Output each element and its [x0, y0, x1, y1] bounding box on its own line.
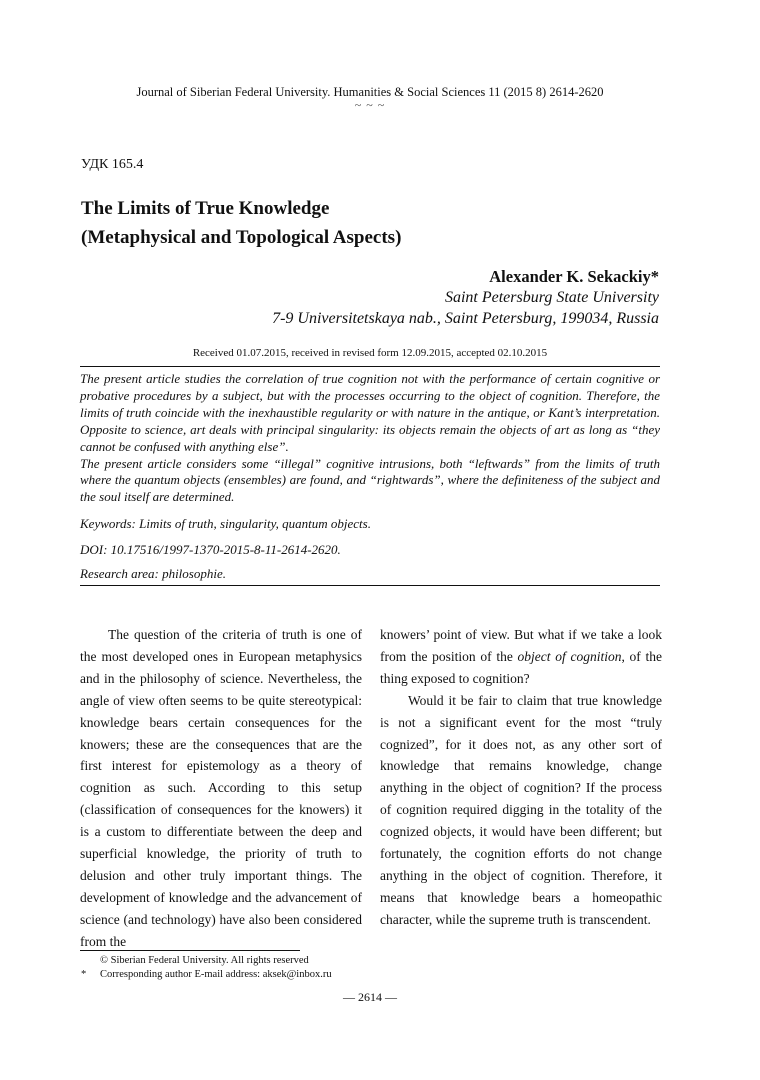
corresponding-author-note: Corresponding author E-mail address: aksek@inbox.ru — [100, 969, 332, 980]
header-ornament: ~ ~ ~ — [354, 98, 386, 112]
body-column-right — [380, 624, 662, 931]
body-paragraph — [380, 624, 662, 690]
author-block — [272, 266, 659, 329]
emphasized-term: object of cognition — [517, 648, 622, 664]
author-name: Alexander K. Sekackiy* — [489, 267, 659, 286]
page-number: — 2614 — — [343, 990, 397, 1004]
article-title — [81, 194, 401, 252]
keywords: Keywords: Limits of truth, singularity, quantum objects. — [80, 516, 371, 531]
abstract-bottom-rule — [80, 585, 660, 586]
research-area: Research area: philosophie. — [80, 566, 226, 581]
author-address: 7-9 Universitetskaya nab., Saint Petersburg, 199034, Russia — [272, 310, 659, 327]
doi: DOI: 10.17516/1997-1370-2015-8-11-2614-2620. — [80, 542, 341, 557]
body-paragraph: The question of the criteria of truth is one of the most developed ones in European metaphysics and in the philosophy of science. Nevertheless, the angle of view often seems to be quite stereotypical: knowledge bears certain consequences for the knowers; these are the consequences that are the first interest for epistemology as a theory of cognition as such. According to this setup (classification of consequences for the knowers) it is a custom to differentiate between the deep and superficial knowledge, the priority of truth to delusion and other truly important things. The development of knowledge and the advancement of science (and technology) have also been considered from the — [80, 627, 362, 949]
abstract-paragraph-1: The present article studies the correlation of true cognition not with the performance of certain cognitive or probative procedures by a subject, but with the processes occurring to the object of cognition. Therefore, the limits of truth coincide with the inexhaustible regularity or with nature in the antique, or Kant’s interpretation. Opposite to science, art deals with principal singularity: its objects remain the objects of art as long as “they cannot be confused with anything else”. — [80, 371, 660, 454]
body-text: knowers’ point of view. But what if we take a look from the position of the — [380, 627, 662, 664]
udk-code: УДК 165.4 — [81, 157, 144, 172]
footnote-rule — [80, 950, 300, 951]
abstract — [80, 371, 660, 506]
title-line-1: The Limits of True Knowledge — [81, 198, 330, 219]
abstract-paragraph-2: The present article considers some “illegal” cognitive intrusions, both “leftwards” from the limits of truth where the quantum objects (ensembles) are found, and “rightwards”, where the definiteness of the subject and the soul itself are determined. — [80, 455, 660, 505]
body-paragraph: Would it be fair to claim that true knowledge is not a significant event for the most “truly cognized”, for it does not, as any other sort of knowledge that remains knowledge, change anything in the object of cognition? If the process of cognition required digging in the totality of the cognized objects, it would have been different; but fortunately, the cognition efforts do not change anything in the object of cognition. Therefore, it means that knowledge bears a homeopathic character, while the supreme truth is transcendent. — [380, 692, 662, 927]
abstract-top-rule — [80, 366, 660, 367]
received-dates: Received 01.07.2015, received in revised form 12.09.2015, accepted 02.10.2015 — [192, 347, 548, 359]
copyright-note: © Siberian Federal University. All rights reserved — [100, 955, 309, 966]
journal-header: Journal of Siberian Federal University. Humanities & Social Sciences 11 (2015 8) 2614-2620 — [136, 85, 604, 99]
body-column-left — [80, 624, 362, 953]
author-affiliation: Saint Petersburg State University — [444, 289, 659, 306]
footnote-marker: * — [81, 969, 87, 980]
title-line-2: (Metaphysical and Topological Aspects) — [81, 227, 402, 248]
body-text: , of the thing exposed to cognition? — [380, 648, 662, 686]
